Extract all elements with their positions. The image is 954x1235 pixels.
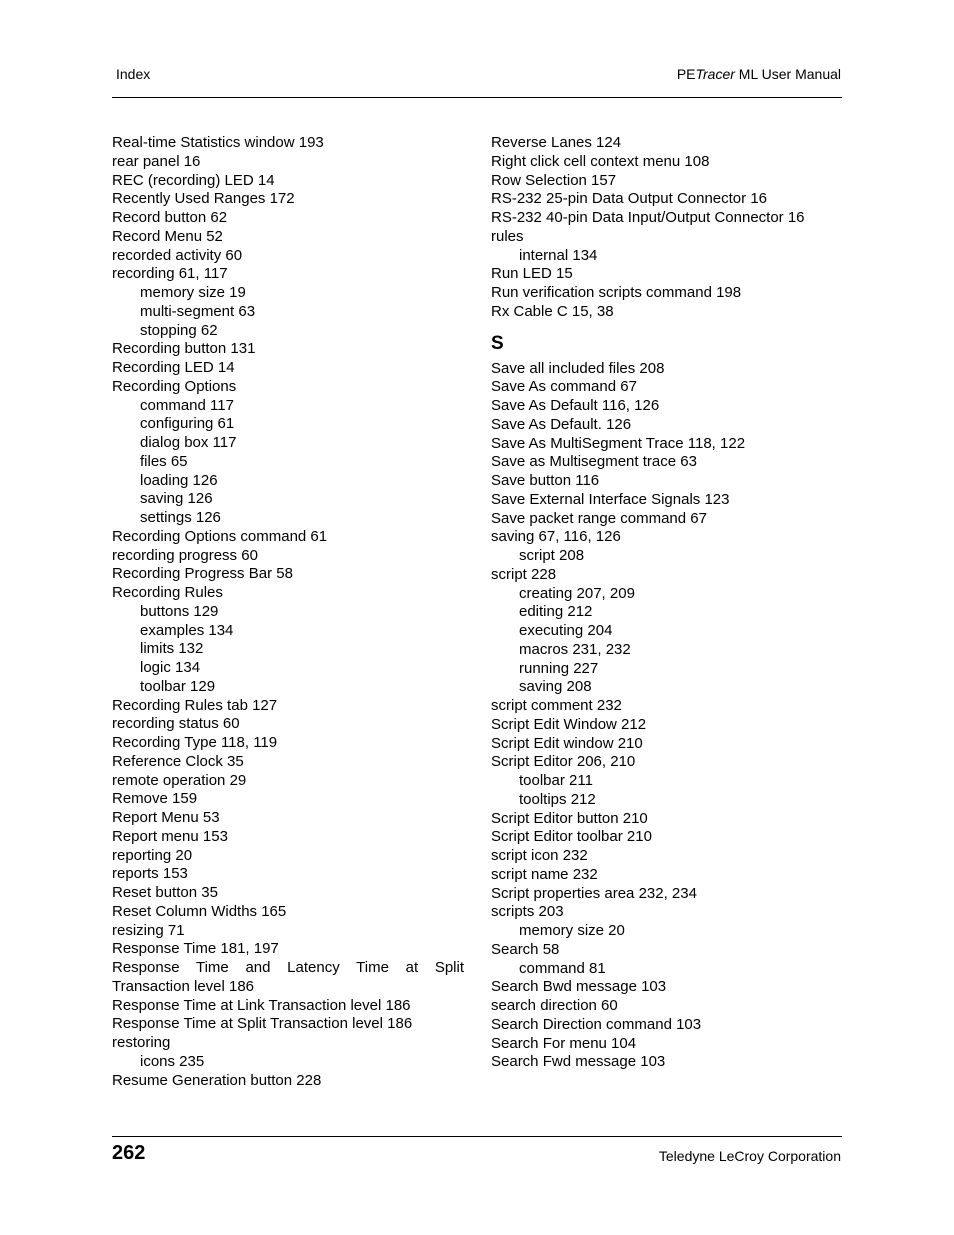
index-entry: Script Edit window 210 [491, 734, 643, 752]
index-entry: script comment 232 [491, 697, 622, 714]
index-subentry: command 81 [519, 959, 606, 977]
index-entry: Response Time at Split Transaction level 186 [112, 1015, 413, 1033]
index-subentry: dialog box 117 [140, 434, 237, 451]
header-title-italic: Tracer [695, 66, 735, 82]
index-column-right [491, 134, 843, 1072]
index-entry: Right click cell context menu 108 [491, 152, 710, 170]
index-entry: saving 67, 116, 126 [491, 528, 621, 546]
index-entry: Recently Used Ranges 172 [112, 190, 295, 208]
index-subentry: internal 134 [519, 246, 598, 264]
index-entry: reporting 20 [112, 846, 193, 864]
header-section-label: Index [116, 66, 151, 82]
index-entry: Search Fwd message 103 [491, 1053, 666, 1071]
index-entry: rules [491, 227, 524, 245]
index-subentry: running 227 [519, 659, 599, 677]
index-entry: Script Edit Window 212 [491, 715, 647, 733]
index-entry: Save As command 67 [491, 378, 637, 396]
page-number: 262 [112, 1142, 146, 1164]
index-entry: Resume Generation button 228 [112, 1071, 322, 1089]
index-entry: rear panel 16 [112, 152, 201, 170]
footer-company: Teledyne LeCroy Corporation [658, 1148, 841, 1164]
index-subentry: stopping 62 [140, 321, 218, 339]
index-entry: Record button 62 [112, 209, 228, 226]
index-entry: Run LED 15 [491, 265, 573, 283]
index-entry: Report menu 153 [112, 827, 228, 845]
index-subentry: limits 132 [140, 640, 204, 658]
index-entry: recorded activity 60 [112, 246, 243, 264]
index-entry: Recording button 131 [112, 340, 256, 358]
index-entry: Save As Default. 126 [491, 415, 632, 433]
index-entry: Row Selection 157 [491, 171, 617, 189]
index-entry: script icon 232 [491, 847, 588, 864]
index-entry: Response Time at Link Transaction level 186 [112, 996, 411, 1014]
index-entry: Recording LED 14 [112, 359, 235, 376]
index-entry: recording 61, 117 [112, 265, 228, 283]
index-entry: Script properties area 232, 234 [491, 884, 697, 902]
index-entry: Script Editor button 210 [491, 809, 648, 827]
footer-divider [112, 1136, 842, 1137]
index-entry: Script Editor toolbar 210 [491, 828, 652, 846]
index-subentry: creating 207, 209 [519, 584, 635, 602]
index-entry: recording status 60 [112, 715, 240, 733]
index-entry: Reset Column Widths 165 [112, 902, 287, 920]
index-subentry: memory size 20 [519, 922, 625, 939]
index-entry: RS-232 25-pin Data Output Connector 16 [491, 190, 767, 208]
index-entry: resizing 71 [112, 921, 185, 939]
index-entry: Rx Cable C 15, 38 [491, 302, 614, 320]
index-column-left [112, 134, 464, 1090]
header-manual-title [677, 66, 841, 82]
index-entry: Recording Options [112, 377, 237, 395]
index-group-r [491, 134, 843, 322]
index-entry: Search 58 [491, 940, 560, 958]
index-subentry: tooltips 212 [519, 790, 596, 808]
index-entry: search direction 60 [491, 997, 618, 1014]
index-subentry: toolbar 129 [140, 677, 216, 695]
index-entry: restoring [112, 1034, 171, 1051]
index-entry: recording progress 60 [112, 546, 258, 564]
index-entry: Recording Options command 61 [112, 527, 328, 545]
index-entry: Save button 116 [491, 472, 600, 489]
index-subentry: logic 134 [140, 659, 201, 676]
index-entry: Save packet range command 67 [491, 509, 707, 527]
index-entry: Recording Progress Bar 58 [112, 565, 293, 583]
index-entry: Response Time and Latency Time at Split Transaction level 186 [112, 959, 464, 995]
index-subentry: toolbar 211 [519, 772, 593, 789]
index-subentry: icons 235 [140, 1052, 205, 1070]
index-entry: Recording Rules tab 127 [112, 696, 278, 714]
header-title-prefix: PE [676, 66, 696, 82]
index-entry: Save As MultiSegment Trace 118, 122 [491, 434, 746, 452]
index-entry: reports 153 [112, 865, 188, 883]
index-entry: Recording Type 118, 119 [112, 734, 278, 751]
index-entry: Reverse Lanes 124 [491, 134, 622, 151]
index-entry: Recording Rules [112, 584, 223, 601]
index-subentry: memory size 19 [140, 284, 246, 301]
index-group-s [491, 360, 843, 1073]
index-entry: script 228 [491, 565, 557, 583]
index-subentry: loading 126 [140, 471, 218, 489]
index-entry: Reset button 35 [112, 884, 218, 901]
index-subentry: files 65 [140, 452, 188, 470]
index-entry: Search For menu 104 [491, 1034, 637, 1052]
index-entry: script name 232 [491, 865, 598, 883]
index-entry: RS-232 40-pin Data Input/Output Connector 16 [491, 209, 805, 226]
index-entry: Save as Multisegment trace 63 [491, 453, 697, 471]
index-entry: Report Menu 53 [112, 809, 220, 826]
index-entry: Script Editor 206, 210 [491, 753, 636, 771]
header-divider [112, 97, 842, 98]
index-entry: REC (recording) LED 14 [112, 171, 275, 189]
index-entry: remote operation 29 [112, 771, 247, 789]
index-subentry: script 208 [519, 547, 585, 564]
index-subentry: editing 212 [519, 603, 593, 621]
index-subentry: settings 126 [140, 509, 221, 526]
index-subentry: saving 126 [140, 490, 213, 508]
index-subentry: saving 208 [519, 678, 592, 696]
index-entry: Remove 159 [112, 790, 198, 808]
index-entry: Reference Clock 35 [112, 752, 244, 770]
index-subentry: multi-segment 63 [140, 302, 256, 320]
index-subentry: examples 134 [140, 621, 234, 639]
index-entry: Search Direction command 103 [491, 1015, 702, 1033]
index-subentry: configuring 61 [140, 415, 235, 433]
index-entry: Save all included files 208 [491, 359, 665, 377]
index-entry: Save External Interface Signals 123 [491, 490, 730, 508]
index-subentry: macros 231, 232 [519, 640, 631, 658]
index-subentry: command 117 [140, 396, 234, 414]
header-title-suffix: ML User Manual [734, 66, 841, 82]
section-letter-heading: S [491, 332, 504, 354]
index-entry: scripts 203 [491, 903, 564, 921]
index-entry: Search Bwd message 103 [491, 978, 667, 996]
index-subentry: buttons 129 [140, 602, 219, 620]
index-entry: Record Menu 52 [112, 227, 223, 245]
index-entry: Response Time 181, 197 [112, 940, 279, 958]
index-entry: Run verification scripts command 198 [491, 284, 742, 301]
index-entry: Real-time Statistics window 193 [112, 134, 324, 151]
index-entry: Save As Default 116, 126 [491, 397, 660, 414]
index-subentry: executing 204 [519, 622, 613, 639]
